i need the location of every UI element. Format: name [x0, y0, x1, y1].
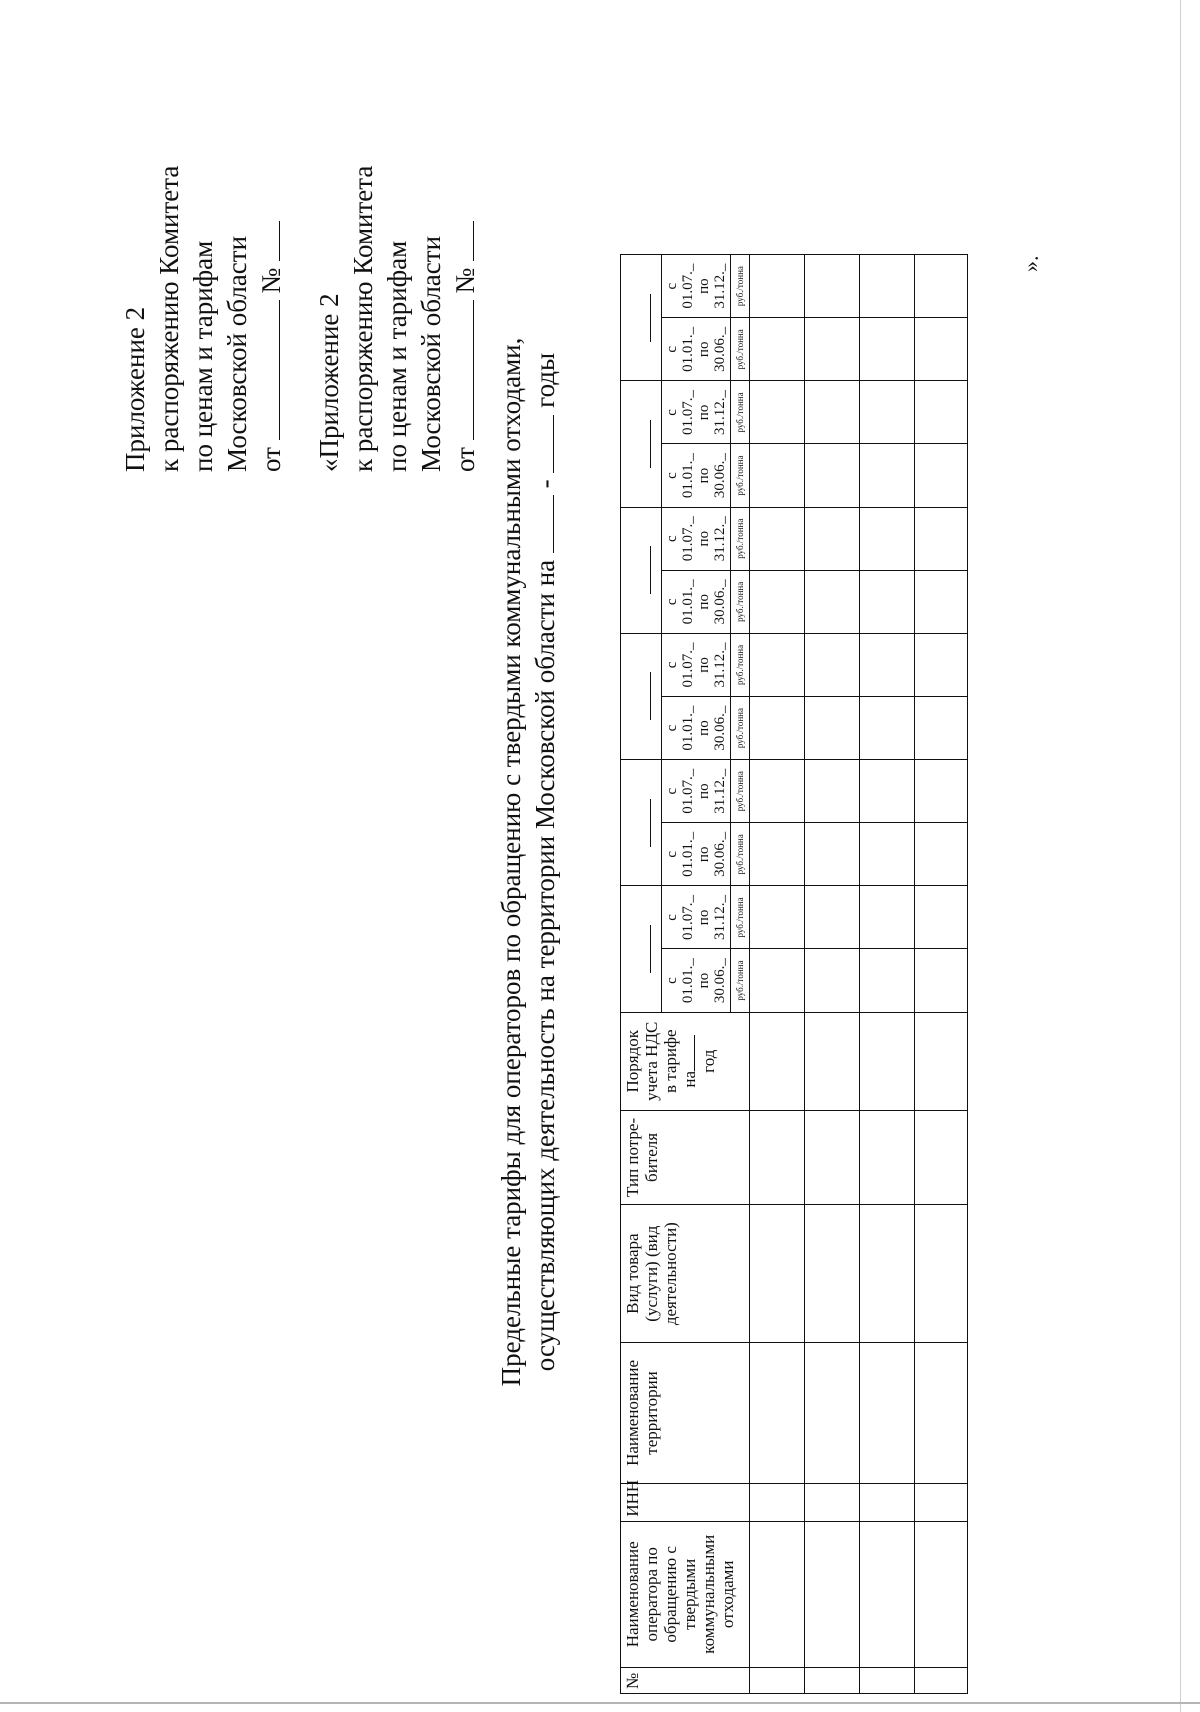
unit-cell: руб./тонна — [731, 255, 750, 318]
number-blank — [279, 221, 280, 261]
year-blank — [650, 294, 651, 342]
table-cell[interactable] — [860, 1483, 915, 1521]
table-row — [860, 255, 915, 1694]
table-cell[interactable] — [860, 1343, 915, 1483]
table-cell[interactable] — [750, 1110, 805, 1204]
table-cell[interactable] — [805, 760, 860, 823]
table-cell[interactable] — [915, 1343, 968, 1483]
period-cell — [662, 381, 731, 444]
period-to: 30.06._ — [712, 958, 728, 1004]
period-po: по — [696, 594, 712, 610]
header-consumer: Тип потре-бителя — [621, 1110, 750, 1204]
table-cell[interactable] — [860, 1205, 915, 1343]
period-to: 31.12._ — [712, 642, 728, 688]
closing-quote: ». — [1018, 255, 1043, 272]
period-to: 30.06._ — [712, 326, 728, 372]
appendix-line: Приложение 2 — [120, 306, 150, 472]
period-po: по — [696, 341, 712, 358]
period-c: с — [664, 282, 680, 290]
period-to: 31.12._ — [712, 894, 728, 940]
period-to: 31.12._ — [712, 263, 728, 309]
unit-cell: руб./тонна — [731, 633, 750, 696]
unit-cell: руб./тонна — [731, 823, 750, 886]
table-cell[interactable] — [805, 949, 860, 1012]
period-cell — [662, 697, 731, 760]
table-cell[interactable] — [750, 570, 805, 633]
period-po: по — [696, 720, 712, 736]
period-cell — [662, 823, 731, 886]
appendix-line: по ценам и тарифам — [382, 240, 412, 472]
table-cell[interactable] — [805, 570, 860, 633]
table-cell[interactable] — [750, 697, 805, 760]
year-group-header — [621, 886, 662, 1012]
year-blank — [650, 925, 651, 973]
period-c: с — [664, 724, 680, 732]
table-cell[interactable] — [915, 760, 968, 823]
table-cell[interactable] — [860, 760, 915, 823]
appendix-line: к распоряжению Комитета — [348, 165, 378, 472]
header-row-years — [621, 255, 662, 1694]
table-cell[interactable] — [860, 444, 915, 507]
title-line-1: Предельные тарифы для операторов по обращению с твердыми коммунальными отходами, — [496, 337, 526, 1387]
appendix-header-new — [312, 166, 482, 472]
period-cell — [662, 760, 731, 823]
header-nds — [621, 1012, 750, 1110]
period-po: по — [696, 530, 712, 547]
period-cell — [662, 318, 731, 381]
table-cell[interactable] — [860, 1667, 915, 1693]
appendix-line: Московской области — [416, 235, 446, 472]
table-cell[interactable] — [805, 1012, 860, 1110]
table-cell[interactable] — [805, 697, 860, 760]
date-blank — [473, 300, 474, 440]
year-to-blank — [553, 415, 554, 473]
period-po: по — [696, 783, 712, 799]
year-blank — [650, 546, 651, 594]
year-blank — [650, 420, 651, 468]
table-cell[interactable] — [860, 886, 915, 949]
period-c: с — [664, 787, 680, 795]
year-from-blank — [553, 495, 554, 553]
table-cell[interactable] — [750, 949, 805, 1012]
table-cell[interactable] — [805, 507, 860, 570]
table-cell[interactable] — [750, 318, 805, 381]
date-blank — [279, 300, 280, 440]
table-cell[interactable] — [915, 886, 968, 949]
period-from: 01.01._ — [680, 831, 696, 877]
period-from: 01.07._ — [680, 516, 696, 562]
unit-cell: руб./тонна — [731, 507, 750, 570]
unit-cell: руб./тонна — [731, 697, 750, 760]
table-cell[interactable] — [805, 255, 860, 318]
table-row — [915, 255, 968, 1694]
period-to: 31.12._ — [712, 516, 728, 562]
table-cell[interactable] — [750, 760, 805, 823]
year-group-header — [621, 381, 662, 507]
table-cell[interactable] — [750, 255, 805, 318]
table-cell[interactable] — [915, 697, 968, 760]
appendix-line: Московской области — [222, 235, 252, 472]
table-cell[interactable] — [915, 318, 968, 381]
year-blank — [650, 799, 651, 847]
period-c: с — [664, 977, 680, 984]
period-c: с — [664, 914, 680, 921]
period-po: по — [696, 657, 712, 673]
period-to: 30.06._ — [712, 453, 728, 499]
table-cell[interactable] — [805, 318, 860, 381]
period-cell — [662, 570, 731, 633]
table-cell[interactable] — [805, 444, 860, 507]
table-cell[interactable] — [750, 1521, 805, 1667]
appendix-header-current — [118, 166, 288, 472]
table-cell[interactable] — [915, 507, 968, 570]
header-num: № — [621, 1667, 750, 1693]
year-group-header — [621, 633, 662, 759]
table-cell[interactable] — [915, 1205, 968, 1343]
table-cell[interactable] — [860, 381, 915, 444]
table-cell[interactable] — [915, 570, 968, 633]
period-from: 01.01._ — [680, 579, 696, 625]
table-cell[interactable] — [915, 1110, 968, 1204]
table-cell[interactable] — [750, 1667, 805, 1693]
period-cell — [662, 633, 731, 696]
year-group-header — [621, 760, 662, 886]
table-cell[interactable] — [805, 823, 860, 886]
appendix-date-line — [448, 166, 482, 472]
year-blank — [650, 673, 651, 721]
number-sign: № — [256, 267, 286, 294]
table-cell[interactable] — [915, 633, 968, 696]
title-dash: - — [530, 479, 560, 489]
table-cell[interactable] — [915, 1483, 968, 1521]
table-cell[interactable] — [750, 1205, 805, 1343]
period-c: с — [664, 535, 680, 543]
table-cell[interactable] — [860, 318, 915, 381]
table-cell[interactable] — [750, 823, 805, 886]
header-inn: ИНН — [621, 1483, 750, 1521]
number-sign: № — [450, 267, 480, 294]
table-cell[interactable] — [805, 381, 860, 444]
header-territory: Наименование территории — [621, 1343, 750, 1483]
appendix-line: «Приложение 2 — [314, 293, 344, 472]
table-cell[interactable] — [750, 381, 805, 444]
year-group-header — [621, 255, 662, 381]
table-cell[interactable] — [860, 633, 915, 696]
unit-cell: руб./тонна — [731, 949, 750, 1012]
period-cell — [662, 949, 731, 1012]
period-c: с — [664, 472, 680, 479]
period-po: по — [696, 404, 712, 421]
period-to: 31.12._ — [712, 768, 728, 814]
year-group-header — [621, 507, 662, 633]
table-cell[interactable] — [915, 381, 968, 444]
table-cell[interactable] — [750, 1012, 805, 1110]
table-cell[interactable] — [750, 633, 805, 696]
period-from: 01.07._ — [680, 389, 696, 435]
period-to: 30.06._ — [712, 579, 728, 625]
table-cell[interactable] — [750, 507, 805, 570]
appendix-date-line — [254, 166, 288, 472]
period-from: 01.07._ — [680, 642, 696, 688]
table-cell[interactable] — [860, 697, 915, 760]
table-cell[interactable] — [915, 1667, 968, 1693]
table-cell[interactable] — [915, 444, 968, 507]
title-line-2-end: годы — [530, 352, 560, 408]
table-cell[interactable] — [860, 1521, 915, 1667]
period-c: с — [664, 598, 680, 606]
period-to: 31.12._ — [712, 389, 728, 435]
appendix-line: к распоряжению Комитета — [154, 165, 184, 472]
period-from: 01.01._ — [680, 705, 696, 751]
table-cell[interactable] — [860, 570, 915, 633]
period-cell — [662, 886, 731, 949]
period-po: по — [696, 972, 712, 989]
period-c: с — [664, 409, 680, 416]
period-from: 01.01._ — [680, 326, 696, 372]
period-from: 01.07._ — [680, 768, 696, 814]
title-line-2-start: осуществляющих деятельность на территории Московской области на — [530, 559, 560, 1372]
table-cell[interactable] — [805, 1483, 860, 1521]
table-cell[interactable] — [915, 1521, 968, 1667]
nds-na: на — [680, 1070, 699, 1088]
nds-label: Порядок учета НДС в тарифе — [623, 1021, 680, 1101]
period-from: 01.07._ — [680, 894, 696, 940]
nds-god: год — [699, 1049, 718, 1073]
period-from: 01.07._ — [680, 263, 696, 309]
unit-cell: руб./тонна — [731, 318, 750, 381]
table-cell[interactable] — [860, 949, 915, 1012]
table-cell[interactable] — [805, 1521, 860, 1667]
table-cell[interactable] — [915, 823, 968, 886]
table-cell[interactable] — [915, 949, 968, 1012]
unit-cell: руб./тонна — [731, 760, 750, 823]
period-c: с — [664, 661, 680, 669]
unit-cell: руб./тонна — [731, 381, 750, 444]
table-cell[interactable] — [805, 633, 860, 696]
header-goods: Вид товара (услуги) (вид деятельности) — [621, 1205, 750, 1343]
period-c: с — [664, 850, 680, 858]
table-cell[interactable] — [805, 1110, 860, 1204]
table-cell[interactable] — [750, 886, 805, 949]
period-c: с — [664, 345, 680, 353]
document-title — [494, 212, 562, 1512]
period-to: 30.06._ — [712, 705, 728, 751]
table-cell[interactable] — [915, 1012, 968, 1110]
number-blank — [473, 221, 474, 261]
period-to: 30.06._ — [712, 831, 728, 877]
date-prefix: от — [256, 447, 286, 472]
nds-year-blank — [694, 1035, 695, 1071]
period-po: по — [696, 846, 712, 863]
period-from: 01.01._ — [680, 453, 696, 499]
period-po: по — [696, 278, 712, 294]
period-from: 01.01._ — [680, 958, 696, 1004]
table-row — [805, 255, 860, 1694]
table-row — [750, 255, 805, 1694]
table-cell[interactable] — [860, 507, 915, 570]
table-cell[interactable] — [805, 1667, 860, 1693]
header-operator: Наименование оператора по обращению с твердыми коммунальными отходами — [621, 1521, 750, 1667]
period-cell — [662, 444, 731, 507]
table-cell[interactable] — [805, 886, 860, 949]
date-prefix: от — [450, 447, 480, 472]
table-cell[interactable] — [915, 255, 968, 318]
period-cell — [662, 507, 731, 570]
tariff-table — [620, 254, 968, 1694]
unit-cell: руб./тонна — [731, 444, 750, 507]
table-cell[interactable] — [860, 823, 915, 886]
title-line-2 — [528, 212, 562, 1512]
appendix-line: по ценам и тарифам — [188, 240, 218, 472]
unit-cell: руб./тонна — [731, 886, 750, 949]
table-cell[interactable] — [805, 1343, 860, 1483]
period-po: по — [696, 909, 712, 926]
table-cell[interactable] — [805, 1205, 860, 1343]
table-cell[interactable] — [750, 1343, 805, 1483]
unit-cell: руб./тонна — [731, 570, 750, 633]
table-cell[interactable] — [860, 1012, 915, 1110]
period-cell — [662, 255, 731, 318]
table-cell[interactable] — [860, 255, 915, 318]
table-cell[interactable] — [860, 1110, 915, 1204]
table-cell[interactable] — [750, 444, 805, 507]
table-cell[interactable] — [750, 1483, 805, 1521]
period-po: по — [696, 467, 712, 484]
